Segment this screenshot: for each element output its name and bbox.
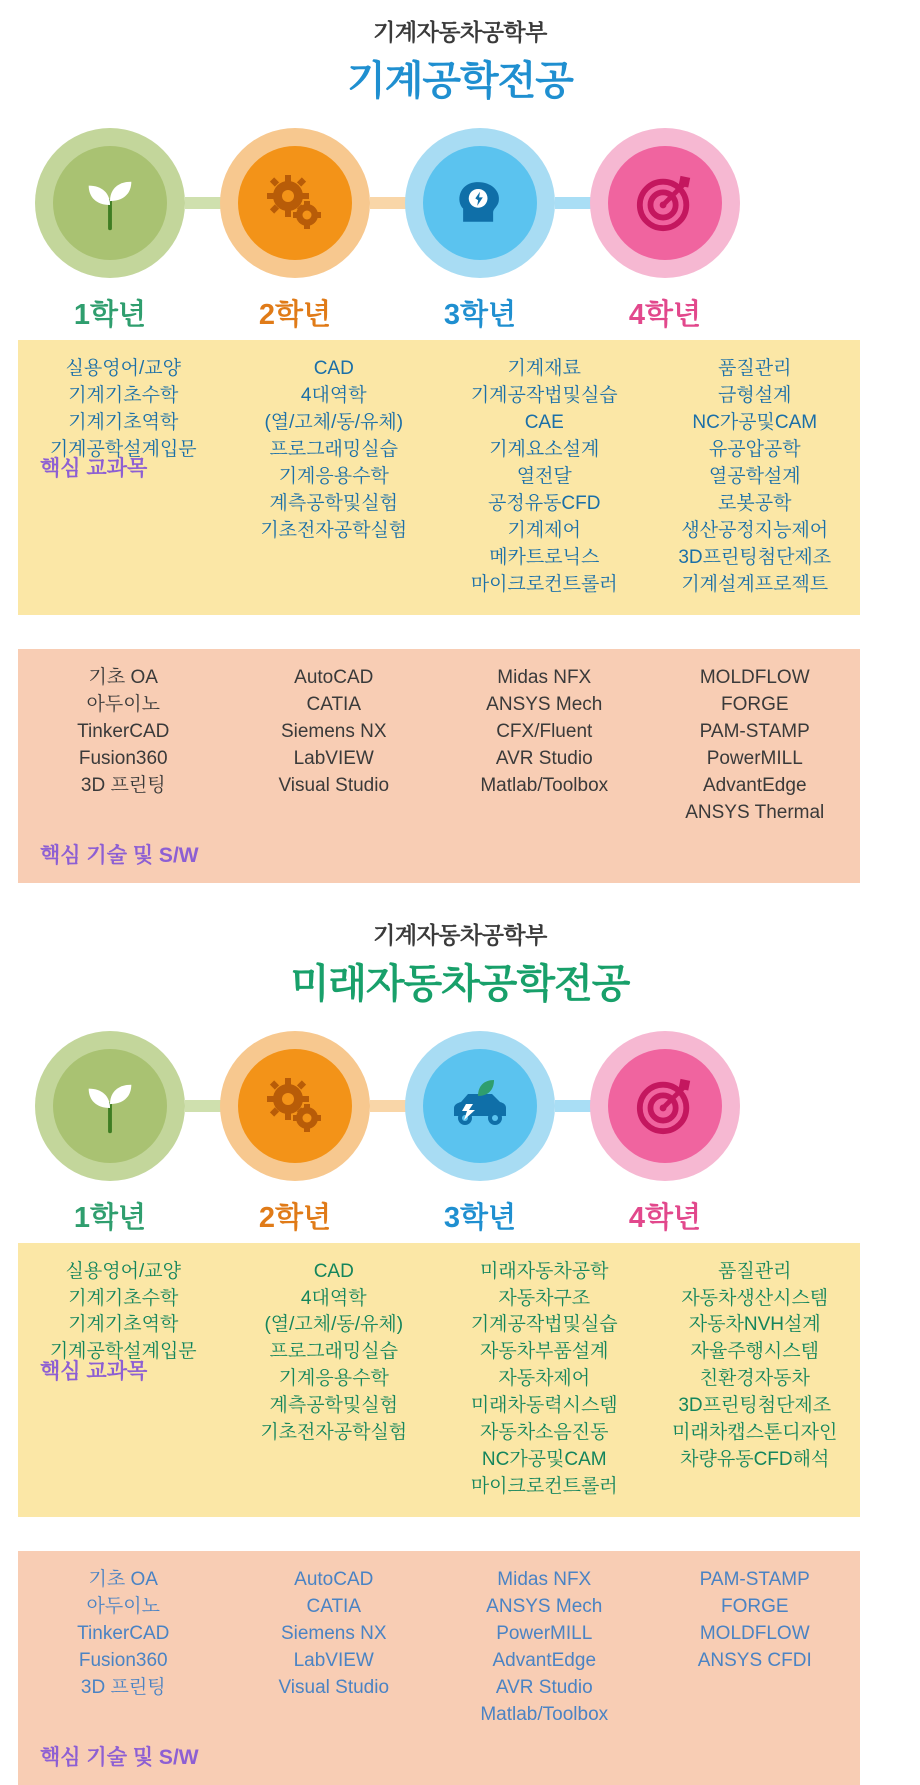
course-item: 기계공학설계입문 <box>49 438 197 460</box>
course-item: NC가공및CAM <box>481 1449 607 1471</box>
software-item: Visual Studio <box>278 774 390 796</box>
software-item: PowerMILL <box>706 747 803 769</box>
course-item: 미래자동차공학 <box>480 1260 609 1282</box>
courses-col-year4-s2 <box>650 1259 861 1502</box>
course-item: 유공압공학 <box>708 438 801 460</box>
software-col-year2-s1 <box>229 665 440 827</box>
stage-circle-year1-s2 <box>35 1031 185 1181</box>
software-item: CATIA <box>306 1596 362 1618</box>
year-label-4-s2: 4학년 <box>628 1201 702 1234</box>
software-item: Siemens NX <box>280 720 387 742</box>
software-item: AutoCAD <box>294 1569 374 1591</box>
software-item: LabVIEW <box>293 1650 374 1672</box>
year-label-2-s2: 2학년 <box>258 1201 332 1234</box>
course-item: 열공학설계 <box>708 465 801 487</box>
software-item: Midas NFX <box>497 666 592 688</box>
software-item: FORGE <box>720 1596 789 1618</box>
courses-band-body-1 <box>18 340 860 615</box>
software-item: Siemens NX <box>280 1623 387 1645</box>
course-item: CAE <box>524 411 564 433</box>
course-item: 계측공학및실험 <box>269 1395 398 1417</box>
software-item: MOLDFLOW <box>699 666 810 688</box>
course-item: 실용영어/교양 <box>65 1260 181 1282</box>
year-label-4-s1: 4학년 <box>628 299 702 331</box>
major-name-2: 미래자동차공학전공 <box>290 961 630 1006</box>
department-name-1: 기계자동차공학부 <box>373 19 547 45</box>
software-item: AdvantEdge <box>702 774 807 796</box>
software-item: PowerMILL <box>496 1623 593 1645</box>
software-band-2 <box>18 1551 920 1785</box>
software-caption-2: 핵심 기술 및 S/W <box>40 1746 199 1770</box>
software-item: Visual Studio <box>278 1677 390 1699</box>
software-band-body-2 <box>18 1551 860 1785</box>
software-col-year4-s2 <box>650 1567 861 1729</box>
course-item: 미래차동력시스템 <box>470 1395 618 1417</box>
course-item: 열전달 <box>516 465 572 487</box>
stage-circle-year4-s1 <box>590 128 740 278</box>
eco-car-icon <box>448 1074 512 1138</box>
stage-circle-year2-s1 <box>220 128 370 278</box>
year-label-3-s2: 3학년 <box>443 1201 517 1234</box>
course-item: 기계기초수학 <box>68 384 179 406</box>
course-item: 기계재료 <box>507 358 581 379</box>
software-item: Matlab/Toolbox <box>480 774 609 796</box>
course-item: 기계기초역학 <box>68 1314 179 1336</box>
course-item: 기계응용수학 <box>278 1368 389 1390</box>
courses-band-2 <box>18 1243 920 1518</box>
software-item: AutoCAD <box>294 666 374 688</box>
target-icon <box>634 172 696 234</box>
course-item: 4대역학 <box>300 1287 367 1309</box>
course-item: 자동차제어 <box>498 1368 591 1390</box>
software-item: LabVIEW <box>293 747 374 769</box>
software-item: MOLDFLOW <box>699 1623 810 1645</box>
software-col-year1-s1 <box>18 665 229 827</box>
course-item: 기계설계프로젝트 <box>681 573 829 595</box>
courses-col-year3-s1 <box>439 356 650 599</box>
year-label-1-s2: 1학년 <box>73 1201 147 1234</box>
course-item: 공정유동CFD <box>488 492 601 514</box>
software-item: CFX/Fluent <box>496 720 593 742</box>
course-item: 자동차소음진동 <box>480 1422 609 1444</box>
course-item: 기계기초역학 <box>68 411 179 433</box>
head-idea-icon <box>450 173 510 233</box>
year-label-2-s1: 2학년 <box>258 299 332 331</box>
course-item: 기계공작법및실습 <box>470 1314 618 1336</box>
software-band-body-1 <box>18 649 860 883</box>
course-item: 메카트로닉스 <box>489 546 600 568</box>
software-item: 3D 프린팅 <box>80 774 166 796</box>
major-name-1: 기계공학전공 <box>347 59 573 103</box>
software-item: FORGE <box>720 693 789 715</box>
stage-circle-year3-s2 <box>405 1031 555 1181</box>
courses-col-year3-s2 <box>439 1259 650 1502</box>
software-item: Fusion360 <box>78 1650 168 1672</box>
courses-caption-2: 핵심 교과목 <box>40 1359 148 1383</box>
course-item: CAD <box>313 1260 354 1282</box>
software-item: CATIA <box>306 693 362 715</box>
course-item: (열/고체/동/유체) <box>264 1314 404 1336</box>
stage-circle-year2-s2 <box>220 1031 370 1181</box>
course-item: 품질관리 <box>718 1260 792 1282</box>
section-future-automotive-engineering <box>0 917 920 1785</box>
software-item: ANSYS Thermal <box>685 801 825 823</box>
software-item: Fusion360 <box>78 747 168 769</box>
courses-col-year2-s1 <box>229 356 440 599</box>
course-item: NC가공및CAM <box>692 411 818 433</box>
software-band-1 <box>18 649 920 883</box>
year-labels-1 <box>0 292 920 332</box>
courses-caption-1: 핵심 교과목 <box>40 457 148 480</box>
course-item: (열/고체/동/유체) <box>264 411 404 433</box>
software-col-year3-s2 <box>439 1567 650 1729</box>
software-item: ANSYS CFDI <box>697 1650 812 1672</box>
stage-circles-2 <box>0 1031 920 1181</box>
course-item: 기초전자공학실험 <box>260 1422 408 1444</box>
course-item: 생산공정지능제어 <box>681 519 829 541</box>
courses-col-year2-s2 <box>229 1259 440 1502</box>
software-col-year2-s2 <box>229 1567 440 1729</box>
gears-icon <box>263 171 327 235</box>
software-item: AVR Studio <box>495 1677 593 1699</box>
course-item: 자동차구조 <box>498 1287 591 1309</box>
department-name-2: 기계자동차공학부 <box>373 921 547 948</box>
software-item: ANSYS Mech <box>486 693 603 715</box>
software-item: PAM-STAMP <box>699 720 810 742</box>
courses-band-1 <box>18 340 920 615</box>
course-item: 기초전자공학실험 <box>260 519 408 541</box>
course-item: 기계공학설계입문 <box>49 1341 197 1363</box>
course-item: 프로그래밍실습 <box>269 438 398 460</box>
course-item: 자동차NVH설계 <box>688 1314 821 1336</box>
course-item: 기계제어 <box>507 519 581 541</box>
course-item: 3D프린팅첨단제조 <box>678 546 832 568</box>
software-col-year3-s1 <box>439 665 650 827</box>
stage-circle-year3-s1 <box>405 128 555 278</box>
stage-circle-year1-s1 <box>35 128 185 278</box>
software-col-year4-s1 <box>650 665 861 827</box>
software-item: Matlab/Toolbox <box>480 1704 609 1726</box>
course-item: 3D프린팅첨단제조 <box>678 1395 832 1417</box>
course-item: 자동차생산시스템 <box>681 1287 829 1309</box>
courses-col-year4-s1 <box>650 356 861 599</box>
courses-band-body-2 <box>18 1243 860 1518</box>
course-item: 미래차캡스톤디자인 <box>672 1422 838 1444</box>
year-label-3-s1: 3학년 <box>443 299 517 331</box>
target-icon <box>634 1075 696 1137</box>
software-item: 아두이노 <box>86 693 160 715</box>
year-labels-2 <box>0 1195 920 1235</box>
course-item: 프로그래밍실습 <box>269 1341 398 1363</box>
course-item: 자동차부품설계 <box>480 1341 609 1363</box>
software-item: ANSYS Mech <box>486 1596 603 1618</box>
course-item: 기계요소설계 <box>489 438 600 460</box>
course-item: 실용영어/교양 <box>65 358 181 379</box>
stage-circles-1 <box>0 128 920 278</box>
gears-icon <box>263 1074 327 1138</box>
course-item: 4대역학 <box>300 384 367 406</box>
course-item: 마이크로컨트롤러 <box>470 1476 618 1498</box>
course-item: 기계공작법및실습 <box>470 384 618 406</box>
course-item: 기계기초수학 <box>68 1287 179 1309</box>
course-item: 계측공학및실험 <box>269 492 398 514</box>
software-item: TinkerCAD <box>77 1623 170 1645</box>
course-item: 차량유동CFD해석 <box>680 1449 830 1471</box>
software-item: 3D 프린팅 <box>80 1677 166 1699</box>
sprout-icon <box>79 1075 141 1137</box>
stage-circle-year4-s2 <box>590 1031 740 1181</box>
course-item: 금형설계 <box>718 384 792 406</box>
course-item: 로봇공학 <box>718 492 792 514</box>
software-item: TinkerCAD <box>77 720 170 742</box>
sprout-icon <box>79 172 141 234</box>
section-mechanical-engineering <box>0 0 920 883</box>
software-item: PAM-STAMP <box>699 1569 810 1591</box>
course-item: 품질관리 <box>718 358 792 379</box>
software-item: 아두이노 <box>86 1596 160 1618</box>
software-item: 기초 OA <box>88 666 158 688</box>
software-item: AVR Studio <box>495 747 593 769</box>
course-item: 마이크로컨트롤러 <box>470 573 618 595</box>
software-caption-1: 핵심 기술 및 S/W <box>40 843 199 867</box>
course-item: 자율주행시스템 <box>690 1341 819 1363</box>
course-item: CAD <box>313 358 354 379</box>
course-item: 친환경자동차 <box>699 1368 810 1390</box>
software-item: 기초 OA <box>88 1569 158 1591</box>
software-item: Midas NFX <box>497 1569 592 1591</box>
software-col-year1-s2 <box>18 1567 229 1729</box>
year-label-1-s1: 1학년 <box>73 299 147 331</box>
software-item: AdvantEdge <box>492 1650 597 1672</box>
course-item: 기계응용수학 <box>278 465 389 487</box>
